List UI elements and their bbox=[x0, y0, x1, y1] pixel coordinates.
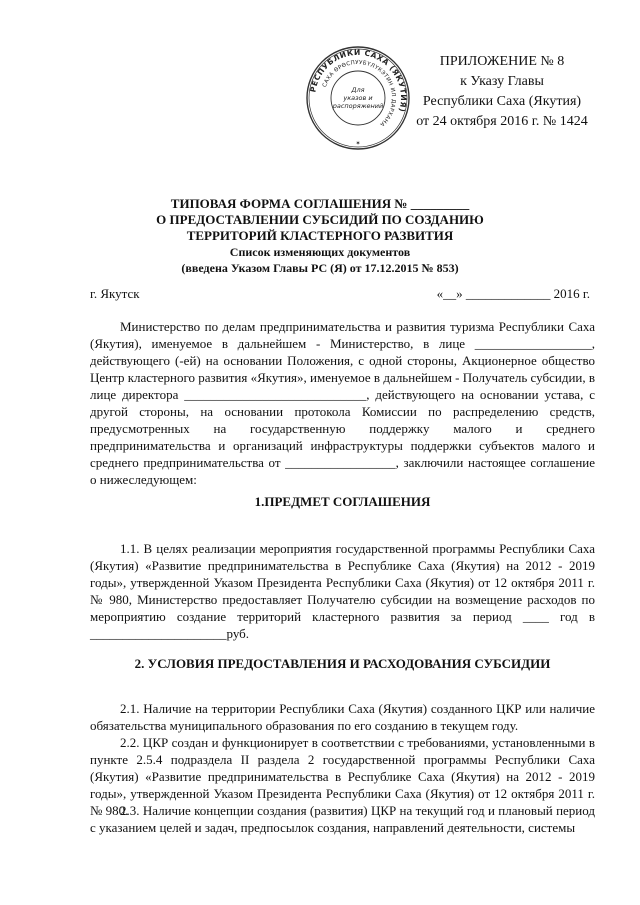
title-amendments-label: Список изменяющих документов bbox=[229, 245, 411, 259]
seal-ring-text-2: САХА ӨРӨСПУУБҮЛҮКЭТИН ИЛ ДАРХАНА bbox=[321, 59, 397, 128]
section1-paragraph: 1.1. В целях реализации мероприятия государственной программы Республики Саха (Якутия) «Развитие предпринимательства в Республике Саха (Якутия) на 2012 - 2019 годы», утвержденной Указом Президента Республики Саха (Якутия) от 12 октября 2011 г. № 980, Министерство предоставляет Получателю субсидии на возмещение расходов по мероприятию создание территорий кластерного развития за период ____ год в _____________________руб. bbox=[90, 541, 595, 641]
section2-heading: 2. УСЛОВИЯ ПРЕДОСТАВЛЕНИЯ И РАСХОДОВАНИЯ СУБСИДИИ bbox=[134, 656, 551, 671]
appendix-line4: от 24 октября 2016 г. № 1424 bbox=[416, 114, 588, 129]
title-line1: ТИПОВАЯ ФОРМА СОГЛАШЕНИЯ № _________ bbox=[170, 196, 470, 211]
seal-star-icon: ✶ bbox=[355, 140, 361, 147]
appendix-line2: к Указу Главы bbox=[460, 74, 544, 89]
appendix-line1: ПРИЛОЖЕНИЕ № 8 bbox=[439, 54, 565, 69]
seal-center-line1: Для bbox=[351, 86, 365, 94]
seal-ring-text: РЕСПУБЛИКИ САХА (ЯКУТИЯ) bbox=[308, 47, 409, 114]
section1-heading: 1.ПРЕДМЕТ СОГЛАШЕНИЯ bbox=[254, 494, 431, 509]
date-line: «__» _____________ 2016 г. bbox=[436, 286, 590, 301]
document-title bbox=[90, 196, 550, 276]
appendix-block bbox=[392, 52, 612, 132]
intro-paragraph: Министерство по делам предпринимательства и развития туризма Республики Саха (Якутия), именуемое в дальнейшем - Министерство, в лице __________________, действующего (-ей) на основании Положения, с одной стороны, Акционерное общество Центр кластерного развития «Якутия», именуемое в дальнейшем - Получатель субсидии, в лице директора ____________________________, действующего на основании устава, с другой стороны, на основании протокола Комиссии по распределению средств, предусмотренных на государственную поддержку малого и среднего предпринимательства и организаций инфраструктуры поддержки субъектов малого и среднего предпринимательства от _________________, заключили настоящее соглашение о нижеследующем: bbox=[90, 319, 595, 487]
place-label: г. Якутск bbox=[90, 286, 140, 301]
seal-center-line3: распоряжений bbox=[332, 102, 384, 110]
section2-paragraph-2: 2.2. ЦКР создан и функционирует в соответствии с требованиями, установленными в пункте 2.5.4 подраздела II раздела 2 государственной программы Республики Саха (Якутия) «Развитие предпринимательства в Республике Саха (Якутия) на 2012 - 2019 годы», утвержденной Указом Президента Республики Саха (Якутия) от 12 октября 2011 г. № 980. bbox=[90, 735, 595, 818]
title-amendment-ref: (введена Указом Главы РС (Я) от 17.12.2015 № 853) bbox=[181, 261, 459, 275]
section2-paragraph-1: 2.1. Наличие на территории Республики Саха (Якутия) созданного ЦКР или наличие обязательства муниципального образования по его созданию в текущем году. bbox=[90, 701, 595, 733]
title-line2: О ПРЕДОСТАВЛЕНИИ СУБСИДИЙ ПО СОЗДАНИЮ bbox=[156, 212, 484, 227]
title-line3: ТЕРРИТОРИЙ КЛАСТЕРНОГО РАЗВИТИЯ bbox=[186, 228, 454, 243]
section2-paragraph-3: 2.3. Наличие концепции создания (развития) ЦКР на текущий год и плановый период с указанием целей и задач, предпосылок создания, направлений деятельности, системы bbox=[90, 803, 595, 835]
seal-center-line2: указов и bbox=[343, 94, 373, 102]
appendix-line3: Республики Саха (Якутия) bbox=[422, 94, 582, 109]
